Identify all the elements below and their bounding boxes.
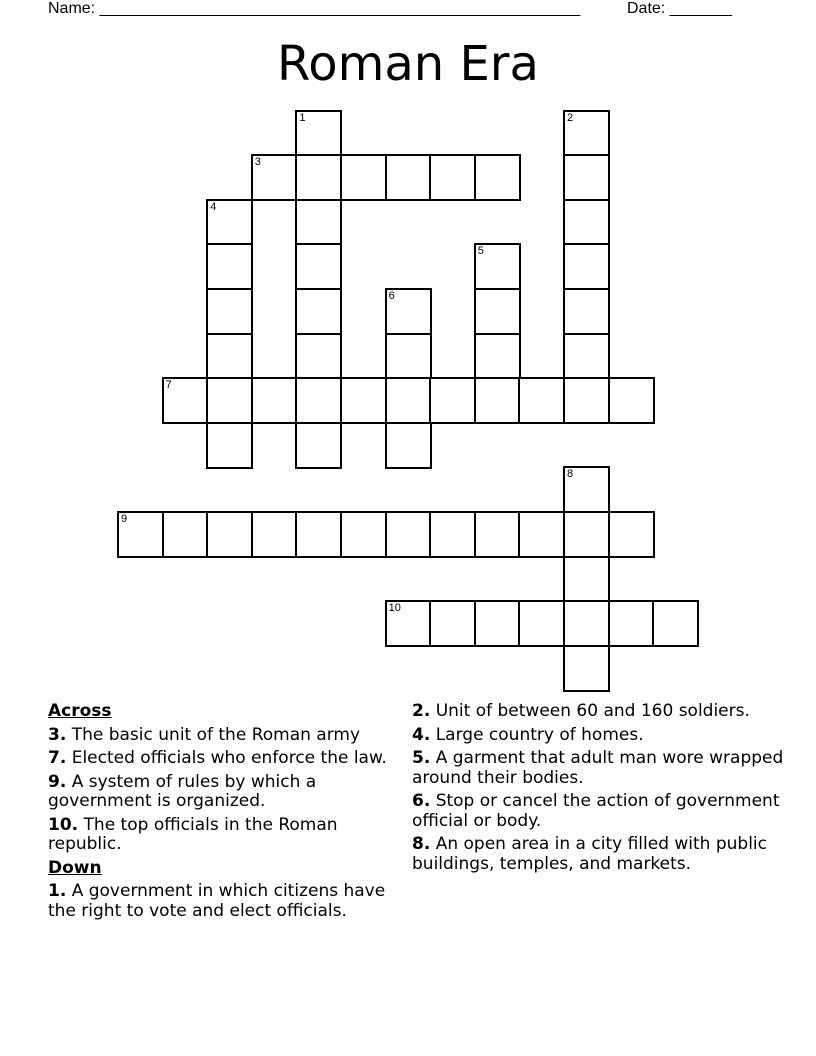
- grid-cell[interactable]: [563, 288, 610, 335]
- grid-cell[interactable]: [518, 511, 565, 558]
- grid-cell[interactable]: [295, 333, 342, 380]
- clue-number-label: 9: [121, 513, 128, 525]
- clue-number: 1.: [48, 881, 67, 901]
- clue-across-10: [48, 816, 393, 855]
- grid-cell[interactable]: [608, 600, 655, 647]
- grid-cell[interactable]: [295, 154, 342, 201]
- grid-cell[interactable]: [385, 511, 432, 558]
- clue-number-label: 1: [299, 111, 306, 124]
- grid-cell[interactable]: [518, 600, 565, 647]
- clue-across-7: [48, 749, 393, 769]
- grid-cell[interactable]: [474, 288, 521, 335]
- grid-cell[interactable]: [563, 333, 610, 380]
- grid-cell[interactable]: [429, 154, 476, 201]
- clue-number: 6.: [412, 791, 431, 811]
- clue-text: The top officials in the Roman republic.: [48, 814, 338, 854]
- clue-number-label: 3: [254, 156, 261, 169]
- grid-cell[interactable]: [295, 110, 342, 157]
- grid-cell[interactable]: [206, 243, 253, 290]
- grid-cell[interactable]: [340, 154, 387, 201]
- clue-number: 3.: [48, 724, 67, 745]
- grid-cell[interactable]: [608, 511, 655, 558]
- grid-cell[interactable]: [295, 422, 342, 469]
- clue-number-label: 6: [388, 290, 395, 302]
- grid-cell[interactable]: [385, 600, 432, 647]
- clue-number: 7.: [48, 748, 67, 768]
- clue-number-label: 5: [477, 245, 484, 258]
- clue-number: 8.: [412, 834, 431, 854]
- clues-right-column: [412, 702, 792, 878]
- grid-cell[interactable]: [295, 243, 342, 290]
- grid-cell[interactable]: [563, 511, 610, 558]
- clue-number-label: 4: [210, 200, 217, 213]
- clue-text: Elected officials who enforce the law.: [71, 748, 387, 768]
- clue-text: Large country of homes.: [435, 724, 644, 745]
- clue-text: Stop or cancel the action of government official or body.: [412, 791, 780, 831]
- grid-cell[interactable]: [206, 333, 253, 380]
- grid-cell[interactable]: [295, 377, 342, 424]
- grid-cell[interactable]: [295, 288, 342, 335]
- grid-cell[interactable]: [563, 243, 610, 290]
- grid-cell[interactable]: [474, 243, 521, 290]
- clue-number: 5.: [412, 748, 431, 768]
- grid-cell[interactable]: [206, 422, 253, 469]
- clue-number: 10.: [48, 814, 79, 835]
- clue-text: An open area in a city filled with public buildings, temples, and markets.: [412, 834, 768, 874]
- grid-cell[interactable]: [518, 377, 565, 424]
- grid-cell[interactable]: [563, 154, 610, 201]
- grid-cell[interactable]: [429, 511, 476, 558]
- clue-number-label: 2: [567, 111, 574, 124]
- grid-cell[interactable]: [251, 377, 298, 424]
- page-title: Roman Era: [277, 36, 539, 92]
- grid-cell[interactable]: [474, 600, 521, 647]
- grid-cell[interactable]: [295, 511, 342, 558]
- grid-cell[interactable]: [563, 600, 610, 647]
- clue-down-6: [412, 792, 792, 831]
- grid-cell[interactable]: [206, 288, 253, 335]
- grid-cell[interactable]: [340, 511, 387, 558]
- date-field: Date: _______: [627, 0, 732, 17]
- clue-text: A system of rules by which a government is organized.: [48, 771, 317, 811]
- clue-number-label: 10: [388, 602, 401, 615]
- clue-number-label: 8: [567, 468, 574, 481]
- grid-cell[interactable]: [563, 377, 610, 424]
- clue-down-1: [48, 882, 393, 921]
- grid-cell[interactable]: [385, 333, 432, 380]
- grid-cell[interactable]: [429, 377, 476, 424]
- grid-cell[interactable]: [295, 199, 342, 246]
- clue-text: The basic unit of the Roman army: [71, 724, 361, 745]
- grid-cell[interactable]: [563, 466, 610, 513]
- grid-cell[interactable]: [385, 422, 432, 469]
- clue-across-9: [48, 773, 393, 812]
- grid-cell[interactable]: [385, 154, 432, 201]
- clue-text: A government in which citizens have the right to vote and elect officials.: [48, 881, 386, 921]
- grid-cell[interactable]: [563, 110, 610, 157]
- grid-cell[interactable]: [608, 377, 655, 424]
- grid-cell[interactable]: [385, 377, 432, 424]
- grid-cell[interactable]: [563, 556, 610, 603]
- clue-number: 2.: [412, 701, 431, 721]
- grid-cell[interactable]: [474, 154, 521, 201]
- name-field: Name: ______________________________________________________: [48, 0, 581, 17]
- clue-number: 9.: [48, 771, 67, 792]
- clue-number: 4.: [412, 724, 431, 745]
- grid-cell[interactable]: [563, 199, 610, 246]
- grid-cell[interactable]: [474, 377, 521, 424]
- grid-cell[interactable]: [162, 511, 209, 558]
- clues-left-column: [48, 702, 393, 925]
- clue-across-3: [48, 726, 393, 746]
- clue-number-label: 7: [165, 379, 172, 392]
- clue-down-8: [412, 835, 792, 874]
- grid-cell[interactable]: [206, 199, 253, 246]
- clue-text: Unit of between 60 and 160 soldiers.: [435, 701, 750, 721]
- grid-cell[interactable]: [251, 154, 298, 201]
- grid-cell[interactable]: [474, 511, 521, 558]
- grid-cell[interactable]: [385, 288, 432, 335]
- grid-cell[interactable]: [251, 511, 298, 558]
- across-heading: Across: [48, 701, 112, 721]
- clue-down-5: [412, 749, 792, 788]
- clue-down-4: [412, 726, 792, 746]
- grid-cell[interactable]: [563, 645, 610, 692]
- clue-text: A garment that adult man wore wrapped around their bodies.: [412, 748, 784, 788]
- grid-cell[interactable]: [162, 377, 209, 424]
- clue-down-2: [412, 702, 792, 722]
- down-heading: Down: [48, 857, 102, 878]
- grid-cell[interactable]: [117, 511, 164, 558]
- grid-cell[interactable]: [206, 511, 253, 558]
- grid-cell[interactable]: [474, 333, 521, 380]
- grid-cell[interactable]: [429, 600, 476, 647]
- grid-cell[interactable]: [206, 377, 253, 424]
- grid-cell[interactable]: [340, 377, 387, 424]
- grid-cell[interactable]: [652, 600, 699, 647]
